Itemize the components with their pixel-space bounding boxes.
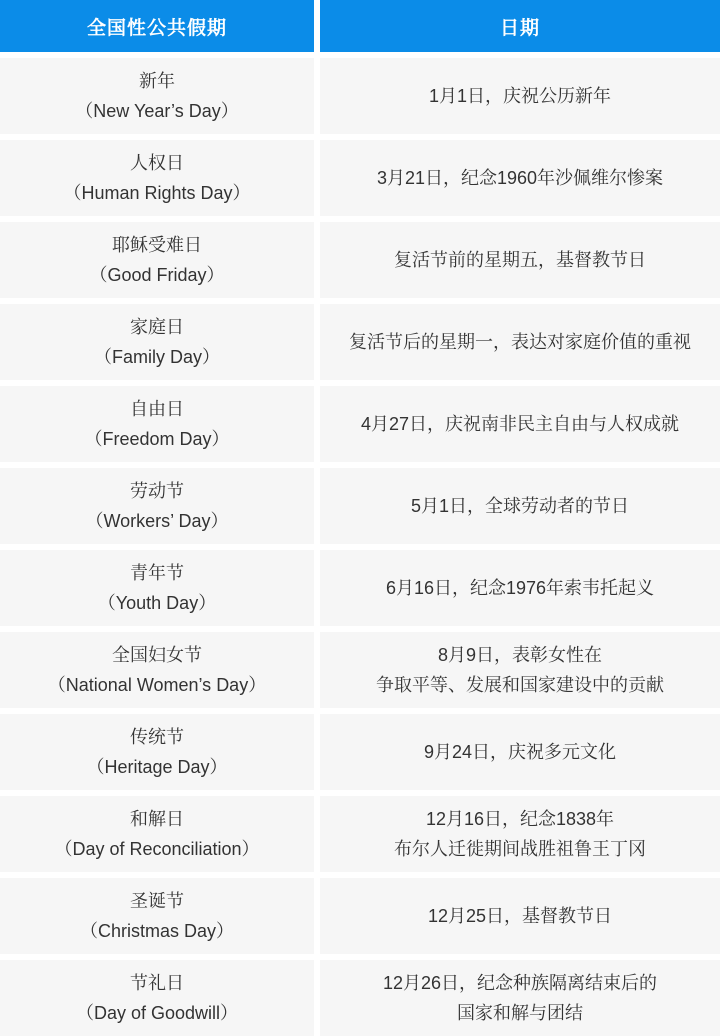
holiday-name-zh: 人权日 (130, 153, 184, 173)
table-row (0, 632, 720, 708)
table-header-row (0, 0, 720, 52)
table-row (0, 58, 720, 134)
holiday-date-line1: 9月24日，庆祝多元文化 (423, 742, 617, 762)
table-row (0, 140, 720, 216)
table-row (0, 386, 720, 462)
holiday-date-line2: 布尔人迁徙期间战胜祖鲁王丁冈 (394, 839, 646, 859)
holiday-date-line1: 12月25日，基督教节日 (427, 906, 613, 926)
holiday-date-cell (320, 58, 720, 134)
holiday-name-cell (0, 468, 314, 544)
holiday-date-line1: 5月1日，全球劳动者的节日 (410, 496, 630, 516)
holiday-date-cell (320, 960, 720, 1036)
holiday-name-en: （Christmas Day） (79, 921, 235, 941)
holiday-name-cell (0, 878, 314, 954)
holiday-name-zh: 自由日 (130, 399, 184, 419)
table-row (0, 550, 720, 626)
holiday-date-line1: 4月27日，庆祝南非民主自由与人权成就 (360, 414, 680, 434)
table-row (0, 796, 720, 872)
holiday-name-en: （Day of Goodwill） (75, 1003, 239, 1023)
holiday-name-cell (0, 550, 314, 626)
table-row (0, 960, 720, 1036)
holiday-date-line1: 6月16日，纪念1976年索韦托起义 (385, 578, 655, 598)
holiday-name-zh: 全国妇女节 (112, 645, 202, 665)
holiday-date-line1: 复活节前的星期五，基督教节日 (394, 250, 646, 270)
holiday-date-cell (320, 468, 720, 544)
holiday-date-cell (320, 550, 720, 626)
holiday-name-cell (0, 58, 314, 134)
header-date-column: 日期 (320, 0, 720, 52)
holiday-name-en: （Human Rights Day） (63, 183, 251, 203)
holiday-name-cell (0, 140, 314, 216)
holiday-date-cell (320, 386, 720, 462)
holiday-date-line2: 争取平等、发展和国家建设中的贡献 (376, 675, 664, 695)
holiday-name-en: （Youth Day） (97, 593, 217, 613)
holiday-date-cell (320, 222, 720, 298)
holiday-name-cell (0, 632, 314, 708)
holiday-name-zh: 新年 (139, 71, 175, 91)
holiday-name-cell (0, 796, 314, 872)
holiday-name-en: （Day of Reconciliation） (54, 839, 260, 859)
holiday-name-cell (0, 714, 314, 790)
holiday-date-cell (320, 304, 720, 380)
holiday-name-en: （New Year’s Day） (75, 101, 239, 121)
holiday-date-cell (320, 632, 720, 708)
holiday-date-line1: 8月9日，表彰女性在 (437, 645, 603, 665)
holiday-date-cell (320, 714, 720, 790)
holiday-name-en: （Family Day） (93, 347, 220, 367)
holiday-name-en: （Heritage Day） (86, 757, 228, 777)
table-row (0, 714, 720, 790)
holiday-name-cell (0, 222, 314, 298)
holiday-name-zh: 耶稣受难日 (112, 235, 202, 255)
holiday-date-cell (320, 796, 720, 872)
holiday-date-line1: 复活节后的星期一，表达对家庭价值的重视 (349, 332, 691, 352)
header-holiday-column: 全国性公共假期 (0, 0, 314, 52)
holiday-date-line2: 国家和解与团结 (457, 1003, 583, 1023)
holiday-name-zh: 劳动节 (130, 481, 184, 501)
holiday-date-line1: 1月1日，庆祝公历新年 (428, 86, 612, 106)
holiday-name-zh: 青年节 (130, 563, 184, 583)
holiday-name-zh: 节礼日 (130, 973, 184, 993)
holiday-name-cell (0, 386, 314, 462)
holiday-date-line1: 3月21日，纪念1960年沙佩维尔惨案 (376, 168, 664, 188)
holiday-name-zh: 和解日 (130, 809, 184, 829)
holiday-name-en: （Good Friday） (89, 265, 225, 285)
holiday-name-en: （National Women’s Day） (47, 675, 267, 695)
holiday-date-line1: 12月26日，纪念种族隔离结束后的 (382, 973, 658, 993)
holiday-name-en: （Freedom Day） (84, 429, 230, 449)
holiday-name-zh: 圣诞节 (130, 891, 184, 911)
holiday-name-zh: 传统节 (130, 727, 184, 747)
table-row (0, 304, 720, 380)
table-row (0, 878, 720, 954)
holiday-name-zh: 家庭日 (130, 317, 184, 337)
holiday-date-line1: 12月16日，纪念1838年 (425, 809, 615, 829)
table-row (0, 222, 720, 298)
holiday-date-cell (320, 878, 720, 954)
holiday-name-cell (0, 960, 314, 1036)
table-row (0, 468, 720, 544)
holiday-name-cell (0, 304, 314, 380)
holiday-name-en: （Workers’ Day） (85, 511, 229, 531)
holiday-date-cell (320, 140, 720, 216)
